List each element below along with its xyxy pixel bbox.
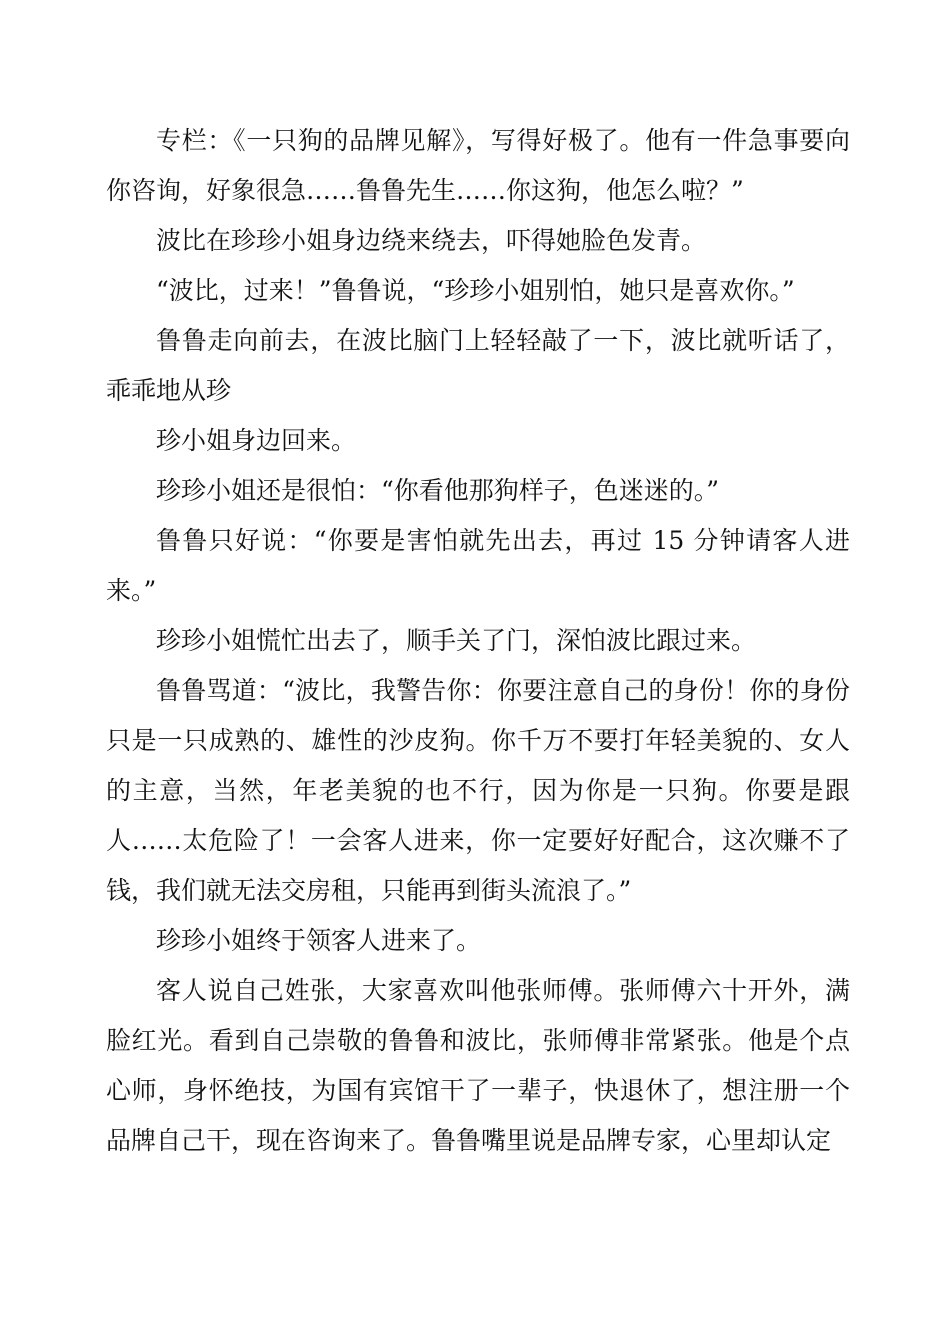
paragraph: 珍珍小姐终于领客人进来了。 (156, 926, 482, 955)
paragraph: 专栏：《一只狗的品牌见解》，写得好极了。他有一件急事要向你咨询，好象很急……鲁鲁先生……你这狗，他怎么啦？” (106, 126, 850, 205)
paragraph: 客人说自己姓张，大家喜欢叫他张师傅。张师傅六十开外，满脸红光。看到自己崇敬的鲁鲁和波比，张师傅非常紧张。他是个点心师，身怀绝技，为国有宾馆干了一辈子，快退休了，想注册一个品牌自己干，现在咨询来了。鲁鲁嘴里说是品牌专家，心里却认定 (106, 976, 850, 1155)
paragraph: “波比，过来！”鲁鲁说，“珍珍小姐别怕，她只是喜欢你。” (156, 276, 795, 305)
paragraph: 波比在珍珍小姐身边绕来绕去，吓得她脸色发青。 (156, 226, 707, 255)
paragraph: 珍珍小姐慌忙出去了，顺手关了门，深怕波比跟过来。 (156, 626, 757, 655)
paragraph: 鲁鲁骂道：“波比，我警告你：你要注意自己的身份！你的身份只是一只成熟的、雄性的沙皮狗。你千万不要打年轻美貌的、女人的主意，当然，年老美貌的也不行，因为你是一只狗。你要是跟人……太危险了！一会客人进来，你一定要好好配合，这次赚不了钱，我们就无法交房租，只能再到街头流浪了。” (106, 676, 850, 905)
body-text (106, 116, 850, 1166)
paragraph: 鲁鲁只好说：“你要是害怕就先出去，再过 15 分钟请客人进来。” (106, 526, 850, 605)
paragraph: 珍珍小姐还是很怕：“你看他那狗样子，色迷迷的。” (156, 476, 720, 505)
paragraph: 珍小姐身边回来。 (156, 426, 357, 455)
paragraph: 鲁鲁走向前去，在波比脑门上轻轻敲了一下，波比就听话了，乖乖地从珍 (106, 326, 850, 405)
